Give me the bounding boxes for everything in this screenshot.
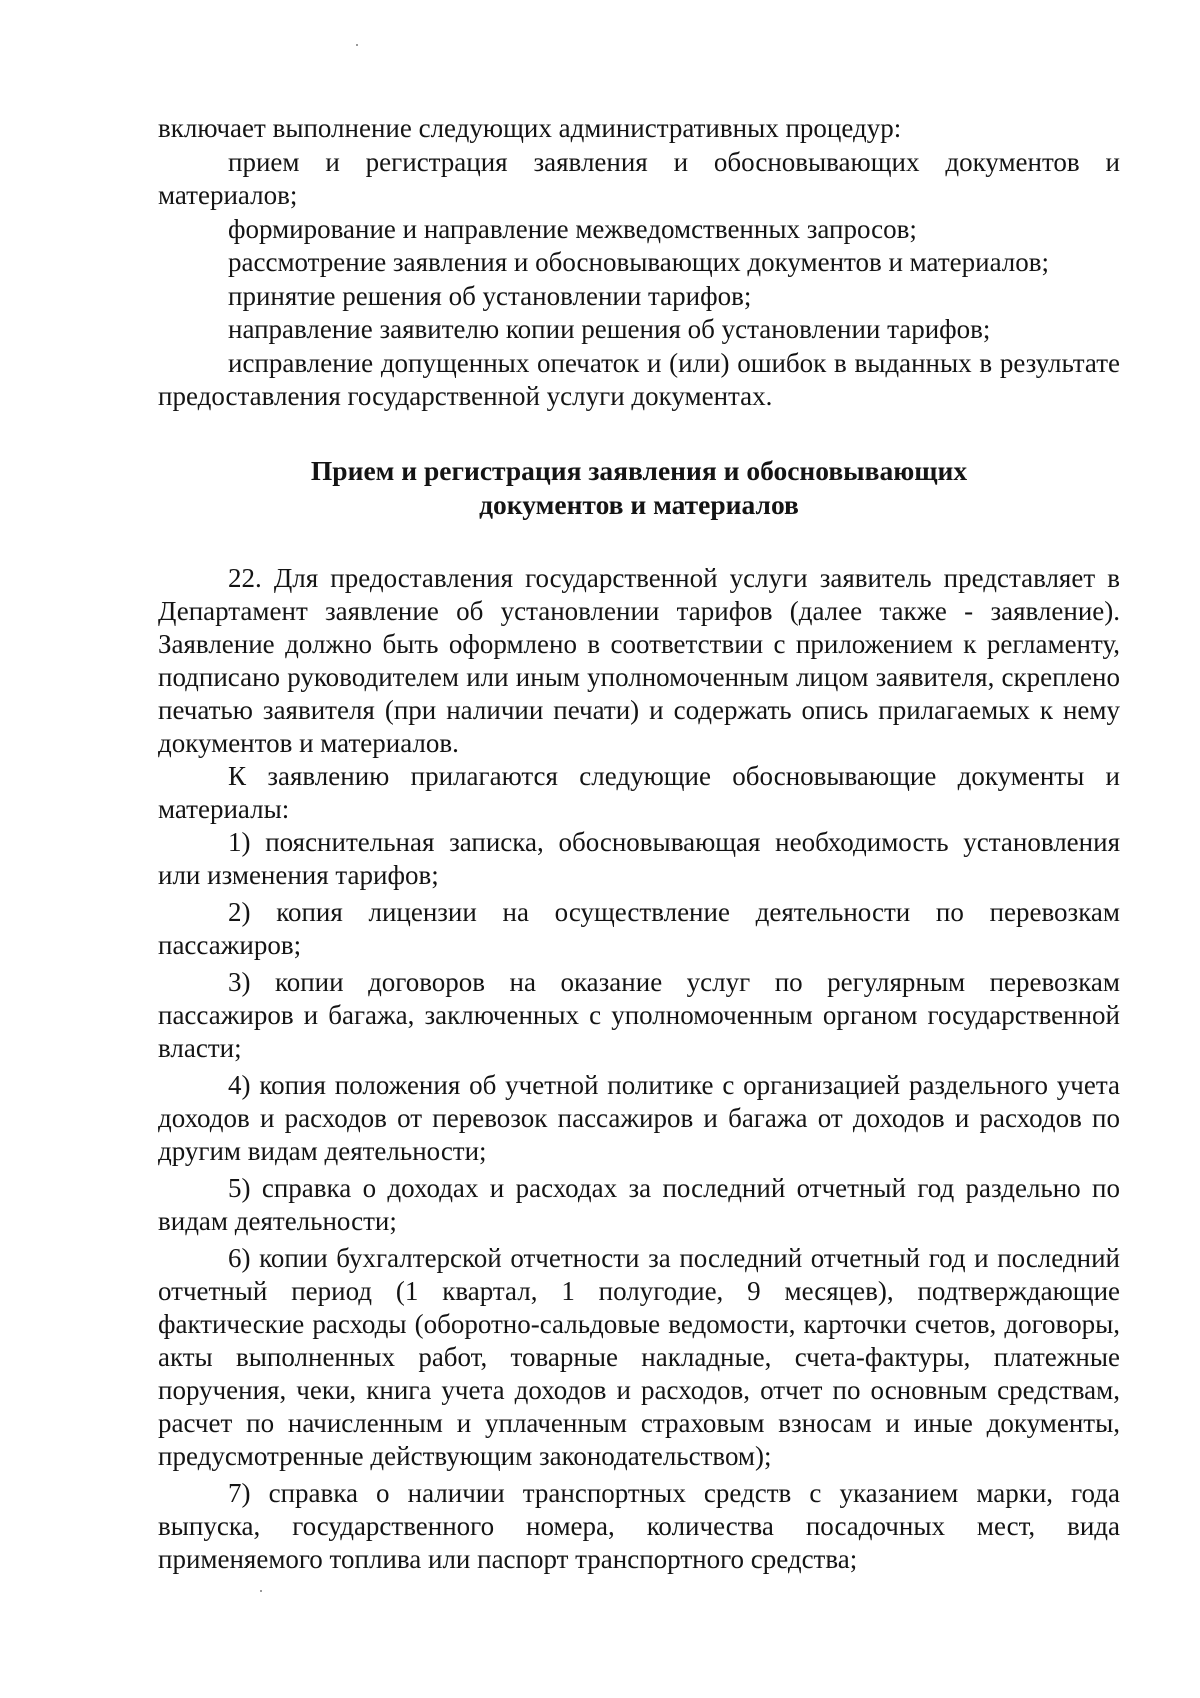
attachment-item: 1) пояснительная записка, обосновывающая необходимость установления или изменения тарифов; (158, 826, 1120, 890)
scan-speck (356, 44, 358, 46)
procedure-item: рассмотрение заявления и обосновывающих документов и материалов; (228, 247, 1050, 277)
procedure-item: формирование и направление межведомственных запросов; (228, 213, 917, 244)
paragraph-22: 22. Для предоставления государственной услуги заявитель представляет в Департамент заявление об установлении тарифов (далее также - заявление). Заявление должно быть оформлено в соответствии с приложением к регламенту, подписано руководителем или иным уполномоченным лицом заявителя, скреплено печатью заявителя (при наличии печати) и содержать опись прилагаемых к нему документов и материалов. (158, 562, 1120, 758)
attachment-item: 6) копии бухгалтерской отчетности за последний отчетный год и последний отчетный период (1 квартал, 1 полугодие, 9 месяцев), подтверждающие фактические расходы (оборотно-сальдовые ведомости, карточки счетов, договоры, акты выполненных работ, товарные накладные, счета-фактуры, платежные поручения, чеки, книга учета доходов и расходов, отчет по основным средствам, расчет по начисленным и уплаченным страховым взносам и иные документы, предусмотренные действующим законодательством); (158, 1242, 1120, 1471)
attachments-intro: К заявлению прилагаются следующие обосновывающие документы и материалы: (158, 760, 1120, 824)
procedure-item: прием и регистрация заявления и обосновывающих документов и материалов; (158, 146, 1120, 210)
document-body (158, 112, 1120, 1576)
section-heading-line: Прием и регистрация заявления и обосновывающих (310, 454, 968, 486)
section-heading-line: документов и материалов (479, 488, 799, 520)
section-heading (158, 454, 1120, 522)
procedure-item: направление заявителю копии решения об установлении тарифов; (228, 314, 991, 344)
procedure-item: принятие решения об установлении тарифов; (228, 280, 752, 311)
main-text-block (158, 562, 1120, 1576)
attachment-item: 3) копии договоров на оказание услуг по регулярным перевозкам пассажиров и багажа, заключенных с уполномоченным органом государственной власти; (158, 966, 1120, 1063)
intro-lead: включает выполнение следующих административных процедур: (158, 113, 902, 143)
attachment-item: 2) копия лицензии на осуществление деятельности по перевозкам пассажиров; (158, 896, 1120, 960)
attachment-item: 7) справка о наличии транспортных средств с указанием марки, года выпуска, государственного номера, количества посадочных мест, вида применяемого топлива или паспорт транспортного средства; (158, 1477, 1120, 1574)
scan-speck (260, 1590, 262, 1592)
attachment-item: 5) справка о доходах и расходах за последний отчетный год раздельно по видам деятельности; (158, 1172, 1120, 1236)
procedure-item: исправление допущенных опечаток и (или) ошибок в выданных в результате предоставления государственной услуги документах. (158, 347, 1120, 411)
attachment-item: 4) копия положения об учетной политике с организацией раздельного учета доходов и расходов от перевозок пассажиров и багажа от доходов и расходов по другим видам деятельности; (158, 1069, 1120, 1166)
